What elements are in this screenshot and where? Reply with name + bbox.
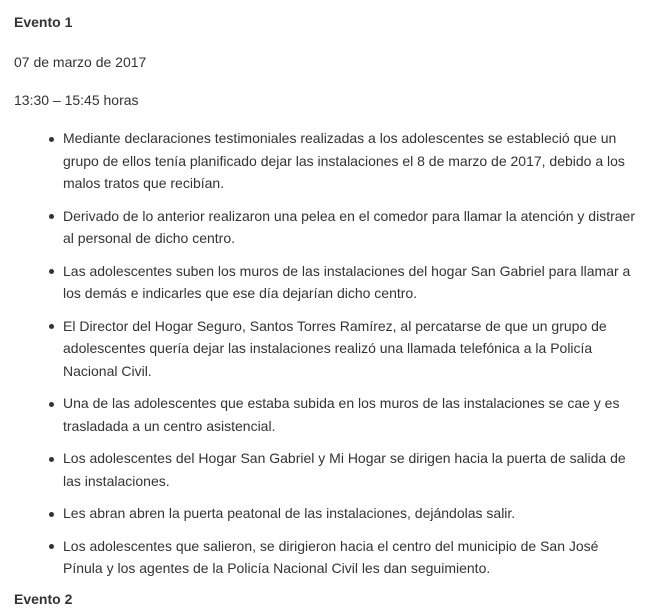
event-1-list — [14, 127, 639, 580]
list-item: Derivado de lo anterior realizaron una pelea en el comedor para llamar la atención y distraer al personal de dicho centro. — [63, 205, 639, 250]
list-item: Una de las adolescentes que estaba subida en los muros de las instalaciones se cae y es trasladada a un centro asistencial. — [63, 392, 639, 437]
list-item: Los adolescentes que salieron, se dirigieron hacia el centro del municipio de San José Pínula y los agentes de la Policía Nacional Civil les dan seguimiento. — [63, 535, 639, 580]
event-2-title: Evento 2 — [14, 590, 73, 607]
document-content — [14, 13, 639, 609]
list-item: Los adolescentes del Hogar San Gabriel y Mi Hogar se dirigen hacia la puerta de salida de las instalaciones. — [63, 447, 639, 492]
list-item: Les abran abren la puerta peatonal de las instalaciones, dejándolas salir. — [63, 502, 639, 525]
event-1-title: Evento 1 — [14, 14, 73, 30]
event-1-date: 07 de marzo de 2017 — [14, 54, 147, 70]
list-item: El Director del Hogar Seguro, Santos Torres Ramírez, al percatarse de que un grupo de adolescentes quería dejar las instalaciones realizó una llamada telefónica a la Policía Nacional Civil. — [63, 315, 639, 383]
list-item: Las adolescentes suben los muros de las instalaciones del hogar San Gabriel para llamar a los demás e indicarles que ese día dejarían dicho centro. — [63, 260, 639, 305]
event-1-time: 13:30 – 15:45 horas — [14, 92, 139, 108]
list-item: Mediante declaraciones testimoniales realizadas a los adolescentes se estableció que un grupo de ellos tenía planificado dejar las instalaciones el 8 de marzo de 2017, debido a los malos tratos que recibían. — [63, 127, 639, 195]
